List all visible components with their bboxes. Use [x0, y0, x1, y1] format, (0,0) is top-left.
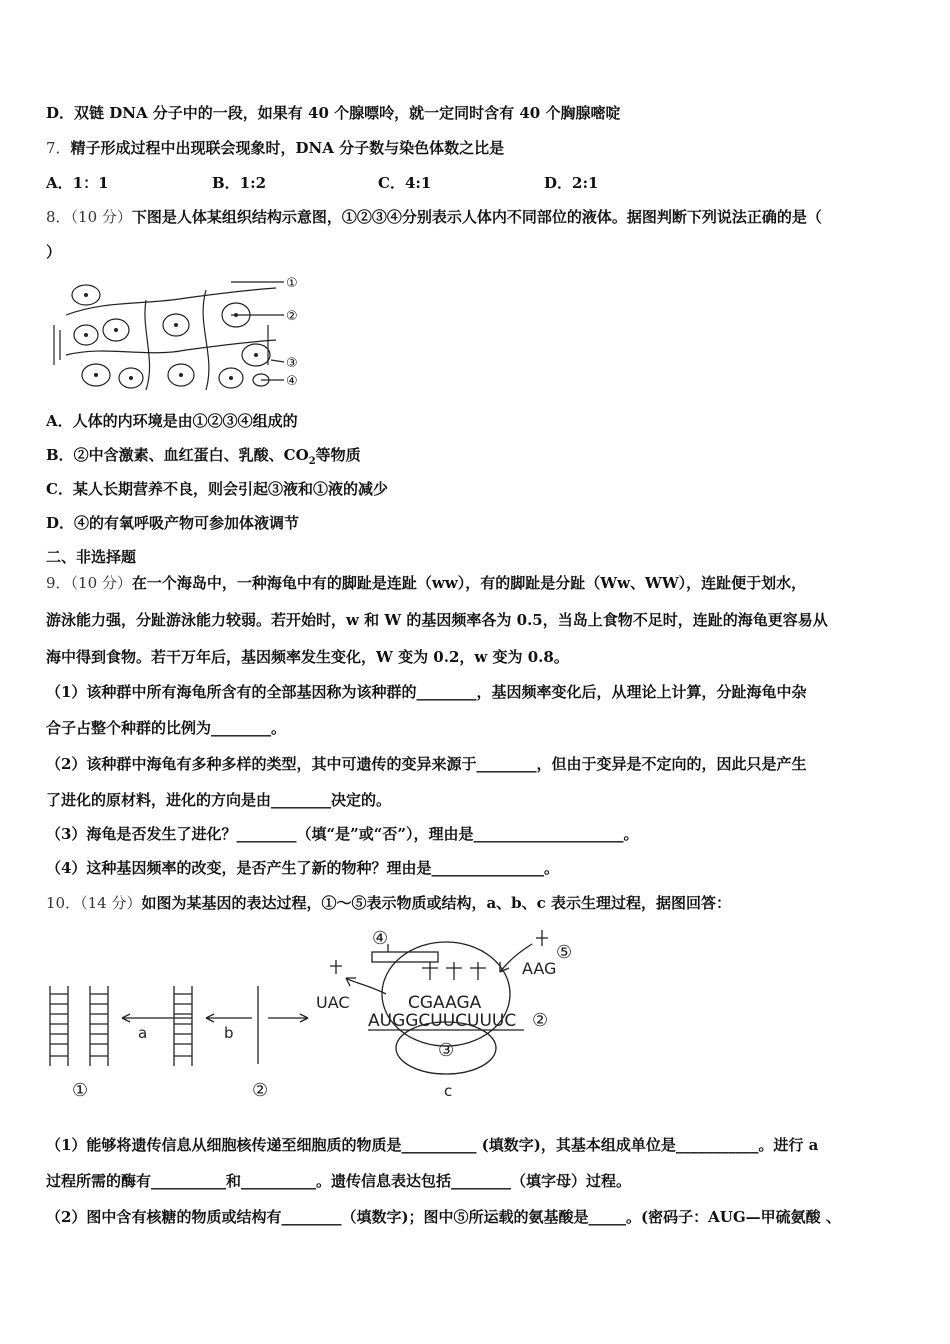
fig10-label-1: ① [72, 1080, 89, 1101]
question-10-number: 10．（14 分） [46, 894, 142, 912]
fig10-label-4: ④ [372, 928, 389, 949]
mrna-sequence: AUGGCUUCUUUC [368, 1011, 517, 1031]
cell-nucleus [114, 328, 118, 332]
fig8-label-4: ④ [286, 374, 298, 389]
cell-nucleus [179, 373, 183, 377]
q9-part-2-line-1: （2）该种群中海龟有多种多样的类型，其中可遗传的变异来源于________，但由于变异是不定向的，因此只是产生 [46, 755, 807, 773]
question-10-text: 如图为某基因的表达过程，①～⑤表示物质或结构，a、b、c 表示生理过程，据图回答： [141, 894, 732, 912]
trna-incoming-5 [536, 930, 548, 946]
fig8-label-3: ③ [286, 356, 298, 371]
question-8-close-paren: ） [46, 243, 62, 261]
trna [422, 962, 438, 980]
anticodons-cgaaga: CGAAGA [408, 993, 482, 1013]
process-c-label: c [444, 1082, 453, 1100]
dna-ladder-1 [50, 986, 68, 1066]
capillary-vertical-right [203, 290, 209, 390]
cell-nucleus [84, 293, 88, 297]
arrow-trna-exit [346, 978, 386, 994]
cell-nucleus [94, 373, 98, 377]
question-8-text: 下图是人体某组织结构示意图，①②③④分别表示人体内不同部位的液体。据图判断下列说法正确的是（ [131, 208, 822, 226]
trna-released-uac [330, 960, 342, 974]
fig10-label-2: ② [252, 1080, 269, 1101]
gene-expression-figure [46, 924, 573, 1104]
question-9-text-1: 在一个海岛中，一种海龟中有的脚趾是连趾（ww），有的脚趾是分趾（Ww、WW），连趾便于划水， [131, 574, 807, 592]
q10-part-1-line-1: （1）能够将遗传信息从细胞核传递至细胞质的物质是__________ (填数字)，其基本组成单位是___________。进行 a [46, 1136, 819, 1154]
cell-nucleus [254, 353, 258, 357]
question-7-number: 7． [46, 139, 71, 157]
q8-option-d: D．④的有氧呼吸产物可参加体液调节 [46, 514, 300, 532]
question-10 [46, 892, 731, 913]
q10-part-1-line-2: 过程所需的酶有__________和__________。遗传信息表达包括________（填字母）过程。 [46, 1172, 632, 1190]
q9-part-3: （3）海龟是否发生了进化？________（填“是”或“否”），理由是____________________。 [46, 825, 639, 843]
q8-option-c: C．某人长期营养不良，则会引起③液和①液的减少 [46, 480, 388, 498]
fig10-label-2-mrna: ② [532, 1010, 549, 1031]
cell-nucleus [129, 376, 133, 380]
process-b-label: b [224, 1024, 234, 1042]
capillary-vertical-left [145, 300, 150, 390]
leader-line-3 [271, 360, 284, 362]
question-7-text: 精子形成过程中出现联会现象时，DNA 分子数与染色体数之比是 [70, 139, 505, 157]
q10-part-2: （2）图中含有核糖的物质或结构有________（填数字)；图中⑤所运载的氨基酸是_____。(密码子：AUG—甲硫氨酸 、 [46, 1208, 841, 1226]
dna-ladder-3 [174, 986, 192, 1066]
cell-nucleus [84, 333, 88, 337]
q9-part-1-line-2: 合子占整个种群的比例为________。 [46, 719, 287, 737]
question-9-text-2: 游泳能力强，分趾游泳能力较弱。若开始时，w 和 W 的基因频率各为 0.5，当岛上食物不足时，连趾的海龟更容易从 [46, 611, 828, 629]
cell-nucleus [229, 376, 233, 380]
q8-option-b-text-end: 等物质 [315, 446, 361, 464]
question-8 [46, 206, 822, 227]
q7-option-c: C．4:1 [378, 174, 432, 192]
q8-option-b-subscript: 2 [308, 456, 316, 467]
q9-part-2-line-2: 了进化的原材料，进化的方向是由________决定的。 [46, 791, 392, 809]
question-7-options [46, 172, 598, 193]
fig10-label-3: ③ [438, 1040, 455, 1061]
fig8-label-1: ① [286, 276, 298, 291]
fig8-label-2: ② [286, 309, 298, 324]
q8-option-b-text: B．②中含激素、血红蛋白、乳酸、CO [46, 446, 309, 464]
q9-part-4: （4）这种基因频率的改变，是否产生了新的物种？理由是_______________。 [46, 859, 559, 877]
question-9 [46, 572, 806, 593]
dna-ladder-2 [90, 986, 108, 1066]
q8-option-a: A．人体的内环境是由①②③④组成的 [46, 412, 298, 430]
q8-option-b [46, 444, 361, 467]
question-7 [46, 137, 504, 158]
fig10-label-5: ⑤ [556, 942, 573, 963]
anticodon-uac: UAC [316, 993, 350, 1012]
q7-option-d: D．2:1 [544, 174, 599, 192]
cell-nucleus [174, 323, 178, 327]
section-title: 二、非选择题 [46, 548, 137, 566]
trna [470, 962, 486, 980]
tissue-structure-figure [46, 270, 316, 400]
question-9-number: 9．（10 分） [46, 574, 132, 592]
question-8-number: 8．（10 分） [46, 208, 132, 226]
option-d-prev: D．双链 DNA 分子中的一段，如果有 40 个腺嘌呤，就一定同时含有 40 个胸腺嘧啶 [46, 104, 621, 122]
question-9-text-3: 海中得到食物。若干万年后，基因频率发生变化，W 变为 0.2，w 变为 0.8。 [46, 648, 569, 666]
capillary-lower-wall [66, 340, 276, 355]
q7-option-b: B．1:2 [212, 174, 267, 192]
cell-nucleus [234, 313, 238, 317]
process-a-label: a [138, 1024, 148, 1042]
codon-aag: AAG [522, 959, 557, 978]
trna [446, 962, 462, 980]
q9-part-1-line-1: （1）该种群中所有海龟所含有的全部基因称为该种群的________，基因频率变化后，从理论上计算，分趾海龟中杂 [46, 683, 807, 701]
q7-option-a: A．1：1 [46, 174, 109, 192]
